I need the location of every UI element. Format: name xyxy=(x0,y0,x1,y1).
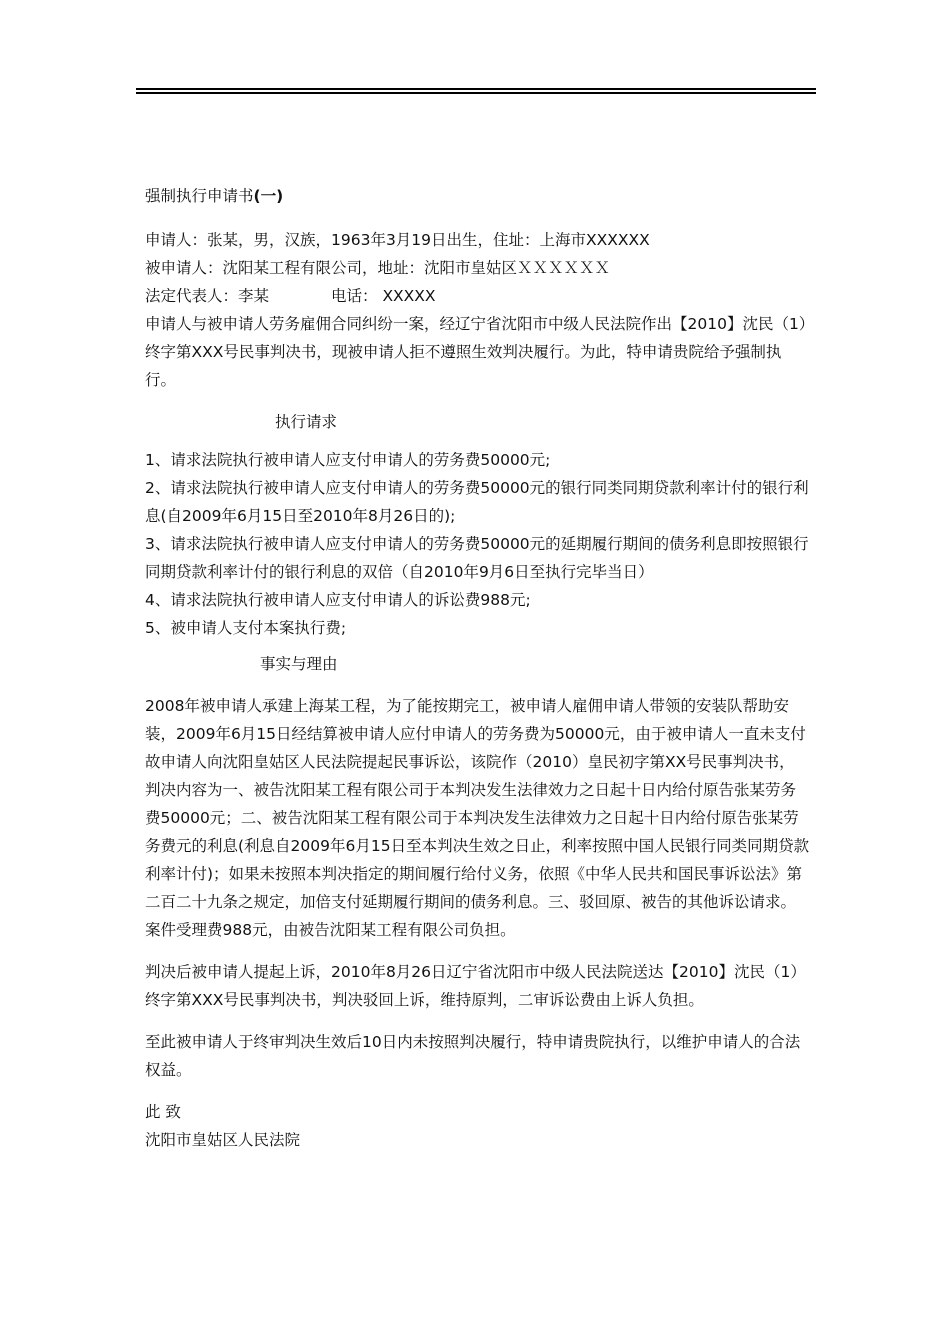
applicant-line: 申请人：张某，男，汉族，1963年3月19日出生，住址：上海市XXXXXX xyxy=(145,231,650,249)
facts-paragraph: 2008年被申请人承建上海某工程，为了能按期完工，被申请人雇佣申请人带领的安装队帮助安装，2009年6月15日经结算被申请人应付申请人的劳务费为50000元，由于被申请人一直未支付故申请人向沈阳皇姑区人民法院提起民事诉讼，该院作（2010）皇民初字第XX号民事判决书，判决内容为一、被告沈阳某工程有限公司于本判决发生法律效力之日起十日内给付原告张某劳务费50000元；二、被告沈阳某工程有限公司于本判决发生法律效力之日起十日内给付原告张某劳务费元的利息(利息自2009年6月15日至本判决生效之日止，利率按照中国人民银行同类同期贷款利率计付)；如果未按照本判决指定的期间履行给付义务，依照《中华人民共和国民事诉讼法》第二百二十九条之规定，加倍支付延期履行期间的债务利息。三、驳回原、被告的其他诉讼请求。案件受理费988元，由被告沈阳某工程有限公司负担。 xyxy=(145,697,810,939)
request-item: 1、请求法院执行被申请人应支付申请人的劳务费50000元; xyxy=(145,451,551,469)
request-item: 2、请求法院执行被申请人应支付申请人的劳务费50000元的银行同类同期贷款利率计付的银行利息(自2009年6月15日至2010年8月26日的); xyxy=(145,479,809,525)
facts-paragraph: 至此被申请人于终审判决生效后10日内未按照判决履行，特申请贵院执行，以维护申请人的合法权益。 xyxy=(145,1033,801,1079)
title-number: (一) xyxy=(253,187,284,205)
facts-paragraph: 判决后被申请人提起上诉，2010年8月26日辽宁省沈阳市中级人民法院送达【2010】沈民（1）终字第XXX号民事判决书，判决驳回上诉，维持原判，二审诉讼费由上诉人负担。 xyxy=(145,963,806,1009)
closing-salutation: 此 致 xyxy=(145,1103,181,1121)
title-text: 强制执行申请书 xyxy=(145,187,254,205)
legal-rep: 法定代表人：李某 xyxy=(145,287,270,305)
request-item: 5、被申请人支付本案执行费; xyxy=(145,619,347,637)
request-item: 3、请求法院执行被申请人应支付申请人的劳务费50000元的延期履行期间的债务利息即按照银行同期贷款利率计付的银行利息的双倍（自2010年9月6日至执行完毕当日） xyxy=(145,535,809,581)
header-double-rule xyxy=(136,88,816,94)
facts-heading: 事实与理由 xyxy=(260,655,338,673)
requests-heading: 执行请求 xyxy=(275,413,338,431)
intro-paragraph: 申请人与被申请人劳务雇佣合同纠纷一案，经辽宁省沈阳市中级人民法院作出【2010】沈民（1）终字第XXX号民事判决书，现被申请人拒不遵照生效判决履行。为此，特申请贵院给予强制执行。 xyxy=(145,315,807,389)
court-name: 沈阳市皇姑区人民法院 xyxy=(145,1131,301,1149)
legal-rep-line xyxy=(145,282,810,310)
phone: 电话： XXXXX xyxy=(331,287,436,305)
request-item: 4、请求法院执行被申请人应支付申请人的诉讼费988元; xyxy=(145,591,531,609)
document-title xyxy=(145,182,810,210)
document-body xyxy=(145,182,810,1154)
respondent-line: 被申请人：沈阳某工程有限公司，地址：沈阳市皇姑区ＸＸＸＸＸＸ xyxy=(145,259,611,277)
